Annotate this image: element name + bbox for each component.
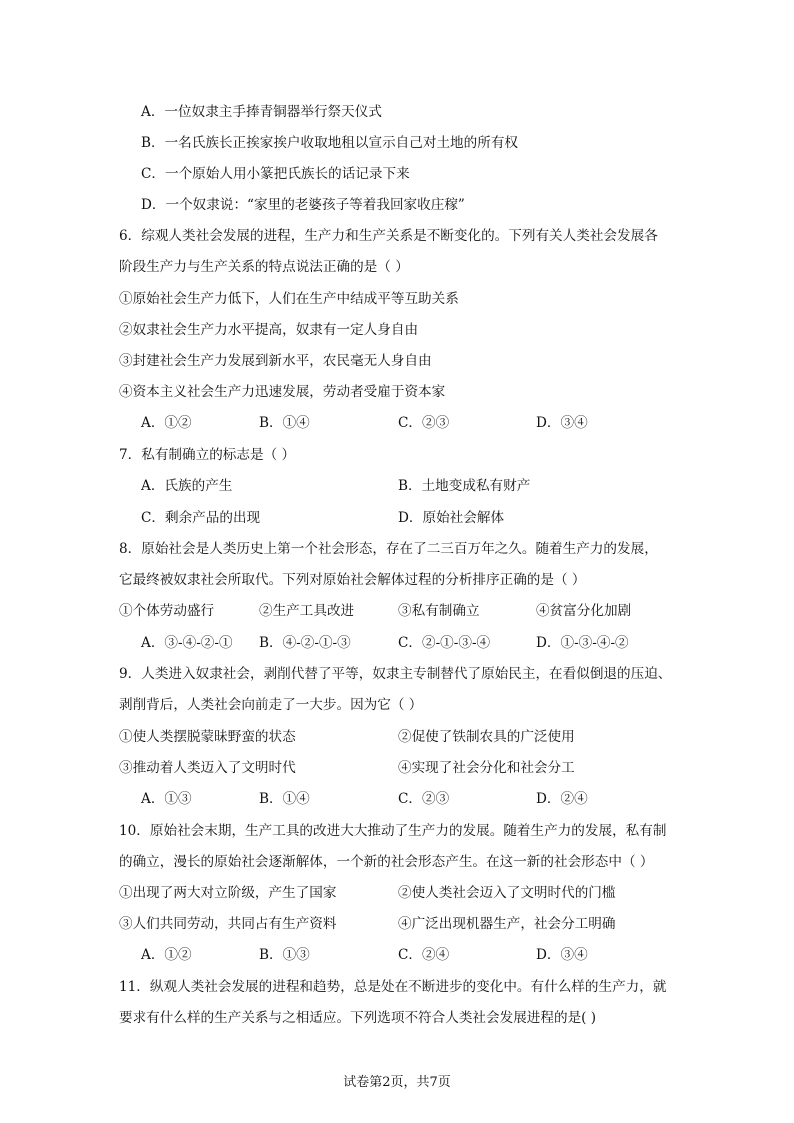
q8-items	[0, 601, 794, 621]
q11-stem-line1: 11．纵观人类社会发展的进程和趋势，总是处在不断进步的变化中。有什么样的生产力，就	[119, 979, 667, 995]
q7-option-c: C．剩余产品的出现	[141, 510, 261, 526]
q9-items-row2	[0, 758, 794, 778]
q7-stem: 7．私有制确立的标志是（ ）	[119, 447, 296, 463]
q10-item-4: ④广泛出现机器生产，社会分工明确	[398, 916, 616, 932]
q10-option-a: A．①②	[141, 947, 192, 963]
q10-option-c: C．②④	[398, 947, 450, 963]
q6-option-c: C．②③	[398, 415, 450, 431]
q10-item-1: ①出现了两大对立阶级，产生了国家	[119, 885, 337, 901]
q10-item-3: ③人们共同劳动，共同占有生产资料	[119, 916, 337, 932]
q9-options	[0, 789, 794, 809]
q10-items-row2	[0, 914, 794, 934]
q7-options-row1	[0, 476, 794, 496]
q6-option-b: B．①④	[259, 415, 310, 431]
q6-item-3: ③封建社会生产力发展到新水平，农民毫无人身自由	[119, 353, 432, 369]
q10-option-d: D．③④	[536, 947, 588, 963]
q10-stem-line1: 10．原始社会末期，生产工具的改进大大推动了生产力的发展。随着生产力的发展，私有制	[119, 823, 667, 839]
q5-option-d: D．一个奴隶说：“家里的老婆孩子等着我回家收庄稼”	[141, 197, 465, 213]
q8-option-c: C．②-①-③-④	[398, 635, 491, 651]
q6-option-d: D．③④	[536, 415, 588, 431]
q7-options-row2	[0, 508, 794, 528]
q7-option-d: D．原始社会解体	[398, 510, 505, 526]
q8-item-3: ③私有制确立	[398, 603, 480, 619]
q9-option-b: B．①④	[259, 791, 310, 807]
q9-stem-line2: 剥削背后，人类社会向前走了一大步。因为它（ ）	[119, 697, 423, 713]
q9-items-row1	[0, 727, 794, 747]
q9-option-a: A．①③	[141, 791, 192, 807]
q6-option-a: A．①②	[141, 415, 192, 431]
q10-option-b: B．①③	[259, 947, 310, 963]
q8-options	[0, 633, 794, 653]
q7-option-a: A．氏族的产生	[141, 478, 233, 494]
q9-stem-line1: 9．人类进入奴隶社会，剥削代替了平等，奴隶主专制替代了原始民主，在看似倒退的压迫、	[119, 666, 672, 682]
q6-item-2: ②奴隶社会生产力水平提高，奴隶有一定人身自由	[119, 322, 419, 338]
q10-items-row1	[0, 883, 794, 903]
q11-stem-line2: 要求有什么样的生产关系与之相适应。下列选项不符合人类社会发展进程的是( )	[119, 1010, 597, 1026]
q5-option-b: B．一名氏族长正挨家挨户收取地租以宣示自己对土地的所有权	[141, 135, 519, 151]
q10-stem-line2: 的确立，漫长的原始社会逐渐解体，一个新的社会形态产生。在这一新的社会形态中（ ）	[119, 854, 654, 870]
page-footer: 试卷第2页，共7页	[343, 1075, 451, 1090]
q6-stem-line2: 阶段生产力与生产关系的特点说法正确的是（ ）	[119, 259, 409, 275]
q6-item-4: ④资本主义社会生产力迅速发展，劳动者受雇于资本家	[119, 384, 446, 400]
q9-item-1: ①使人类摆脱蒙昧野蛮的状态	[119, 729, 296, 745]
q8-option-b: B．④-②-①-③	[259, 635, 351, 651]
q8-item-4: ④贫富分化加剧	[536, 603, 632, 619]
q10-options	[0, 945, 794, 965]
q10-item-2: ②使人类社会迈入了文明时代的门槛	[398, 885, 616, 901]
q5-option-a: A．一位奴隶主手捧青铜器举行祭天仪式	[141, 104, 382, 120]
q6-options	[0, 413, 794, 433]
q8-stem-line2: 它最终被奴隶社会所取代。下列对原始社会解体过程的分析排序正确的是（ ）	[119, 572, 586, 588]
q9-option-c: C．②③	[398, 791, 450, 807]
q8-stem-line1: 8．原始社会是人类历史上第一个社会形态，存在了二三百万年之久。随着生产力的发展，	[119, 541, 658, 557]
q5-option-c: C．一个原始人用小篆把氏族长的话记录下来	[141, 166, 410, 182]
q9-item-3: ③推动着人类迈入了文明时代	[119, 760, 296, 776]
q6-item-1: ①原始社会生产力低下，人们在生产中结成平等互助关系	[119, 291, 459, 307]
q9-item-4: ④实现了社会分化和社会分工	[398, 760, 575, 776]
q8-option-a: A．③-④-②-①	[141, 635, 233, 651]
q8-item-2: ②生产工具改进	[259, 603, 355, 619]
q7-option-b: B．土地变成私有财产	[398, 478, 531, 494]
q9-option-d: D．②④	[536, 791, 588, 807]
q6-stem-line1: 6．综观人类社会发展的进程，生产力和生产关系是不断变化的。下列有关人类社会发展各	[119, 228, 658, 244]
q8-item-1: ①个体劳动盛行	[119, 603, 215, 619]
q9-item-2: ②促使了铁制农具的广泛使用	[398, 729, 575, 745]
q8-option-d: D．①-③-④-②	[536, 635, 629, 651]
